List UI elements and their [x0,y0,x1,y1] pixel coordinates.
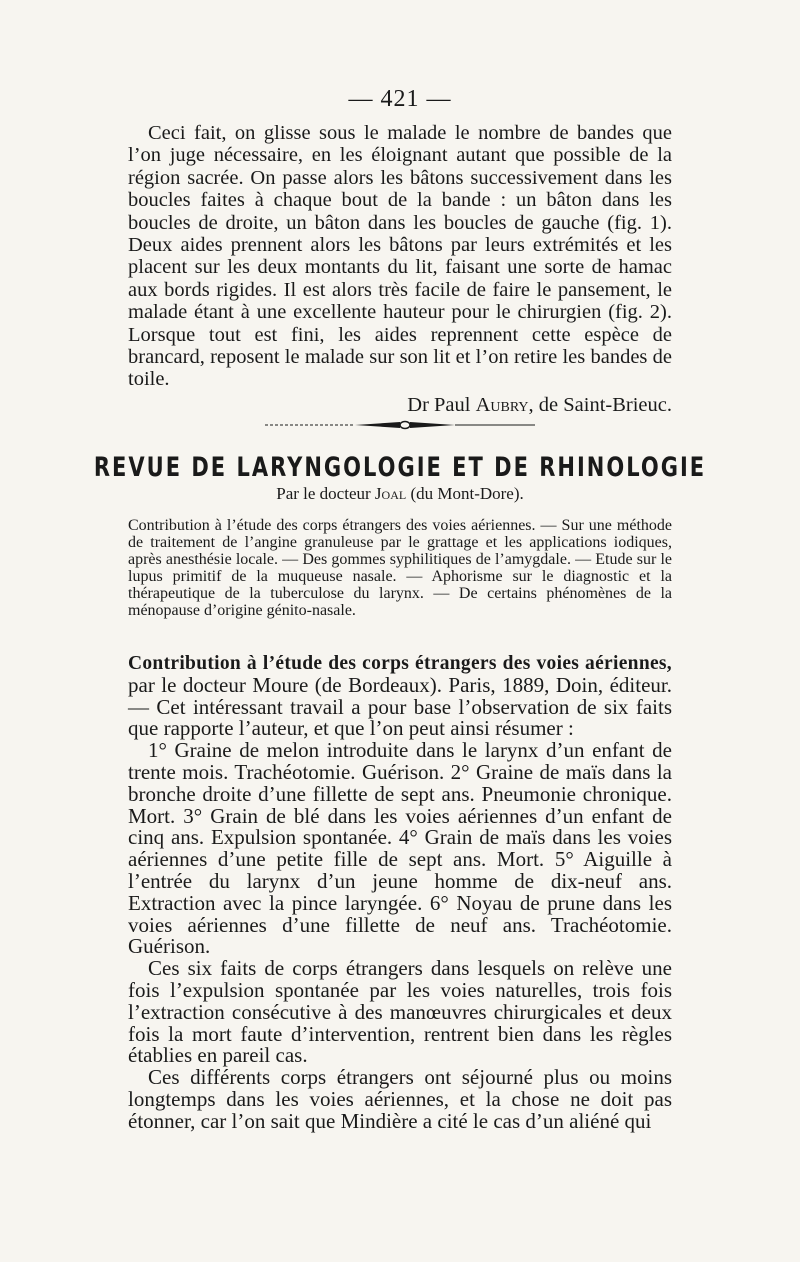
article-paragraph-4: Ces différents corps étrangers ont séjourné plus ou moins longtemps dans les voies aériennes, et la chose ne doit pas étonner, car l’on sait que Mindière a cité le cas d’un aliéné qui [128,1065,672,1133]
byline-prefix: Par le docteur [276,484,375,503]
page-number: — 421 — [348,86,452,112]
article-title: Contribution à l’étude des corps étrangers des voies aériennes, [128,653,672,674]
article-block [128,652,672,1133]
section-title: REVUE DE LARYNGOLOGIE ET DE RHINOLOGIE [93,452,707,482]
intro-block [128,122,672,417]
section-byline [0,484,800,504]
author-signature [128,393,672,417]
summary-block [128,518,672,619]
signature-name: Aubry [475,393,529,416]
article-paragraph-3: Ces six faits de corps étrangers dans lesquels on relève une fois l’expulsion spontanée par les voies naturelles, trois fois l’extraction consécutive à des manœuvres chirurgicales et deux fois la mort faute d’intervention, rentrent bien dans les règles établies en pareil cas. [128,956,672,1068]
article-paragraph-2: 1° Graine de melon introduite dans le larynx d’un enfant de trente mois. Trachéotomie. Guérison. 2° Graine de maïs dans la bronche droite d’une fillette de sept ans. Pneumonie chronique. Mort. 3° Grain de blé dans les voies aériennes d’un enfant de cinq ans. Expulsion spontanée. 4° Grain de maïs dans les voies aériennes d’une petite fille de sept ans. Mort. 5° Aiguille à l’entrée du larynx d’un jeune homme de dix-neuf ans. Extraction avec la pince laryngée. 6° Noyau de prune dans les voies aériennes d’une fillette de neuf ans. Trachéotomie. Guérison. [128,738,672,959]
section-summary: Contribution à l’étude des corps étrangers des voies aériennes. — Sur une méthode de traitement de l’angine granuleuse par le grattage et les applications iodiques, après anesthésie locale. — Des gommes syphilitiques de l’amygdale. — Etude sur le lupus primitif de la muqueuse nasale. — Aphorisme sur le diagnostic et la thérapeutique de la tuberculose du larynx. — De certains phénomènes de la ménopause d’origine génito-nasale. [128,517,672,619]
article-paragraph-1 [128,652,672,740]
signature-prefix: Dr Paul [407,393,476,416]
article-p1-text: par le docteur Moure (de Bordeaux). Paris, 1889, Doin, éditeur. — Cet intéressant travail a pour base l’observation de six faits que rapporte l’auteur, et que l’on peut ainsi résumer : [128,672,672,741]
byline-suffix: (du Mont-Dore). [406,484,524,503]
signature-suffix: , de Saint-Brieuc. [528,393,672,416]
intro-paragraph: Ceci fait, on glisse sous le malade le nombre de bandes que l’on juge nécessaire, en les éloignant autant que possible de la région sacrée. On passe alors les bâtons successivement dans les boucles faites à chaque bout de la bande : un bâton dans les boucles de droite, un bâton dans les boucles de gauche (fig. 1). Deux aides prennent alors les bâtons par leurs extrémités et les placent sur les deux montants du lit, faisant une sorte de hamac aux bords rigides. Il est alors très facile de faire le pansement, le malade étant à une excellente hauteur pour le chirurgien (fig. 2). Lorsque tout est fini, les aides reprennent cette espèce de brancard, reposent le malade sur son lit et l’on retire les bandes de toile. [128,122,672,391]
byline-name: Joal [374,484,407,503]
ornamental-rule [265,420,535,430]
